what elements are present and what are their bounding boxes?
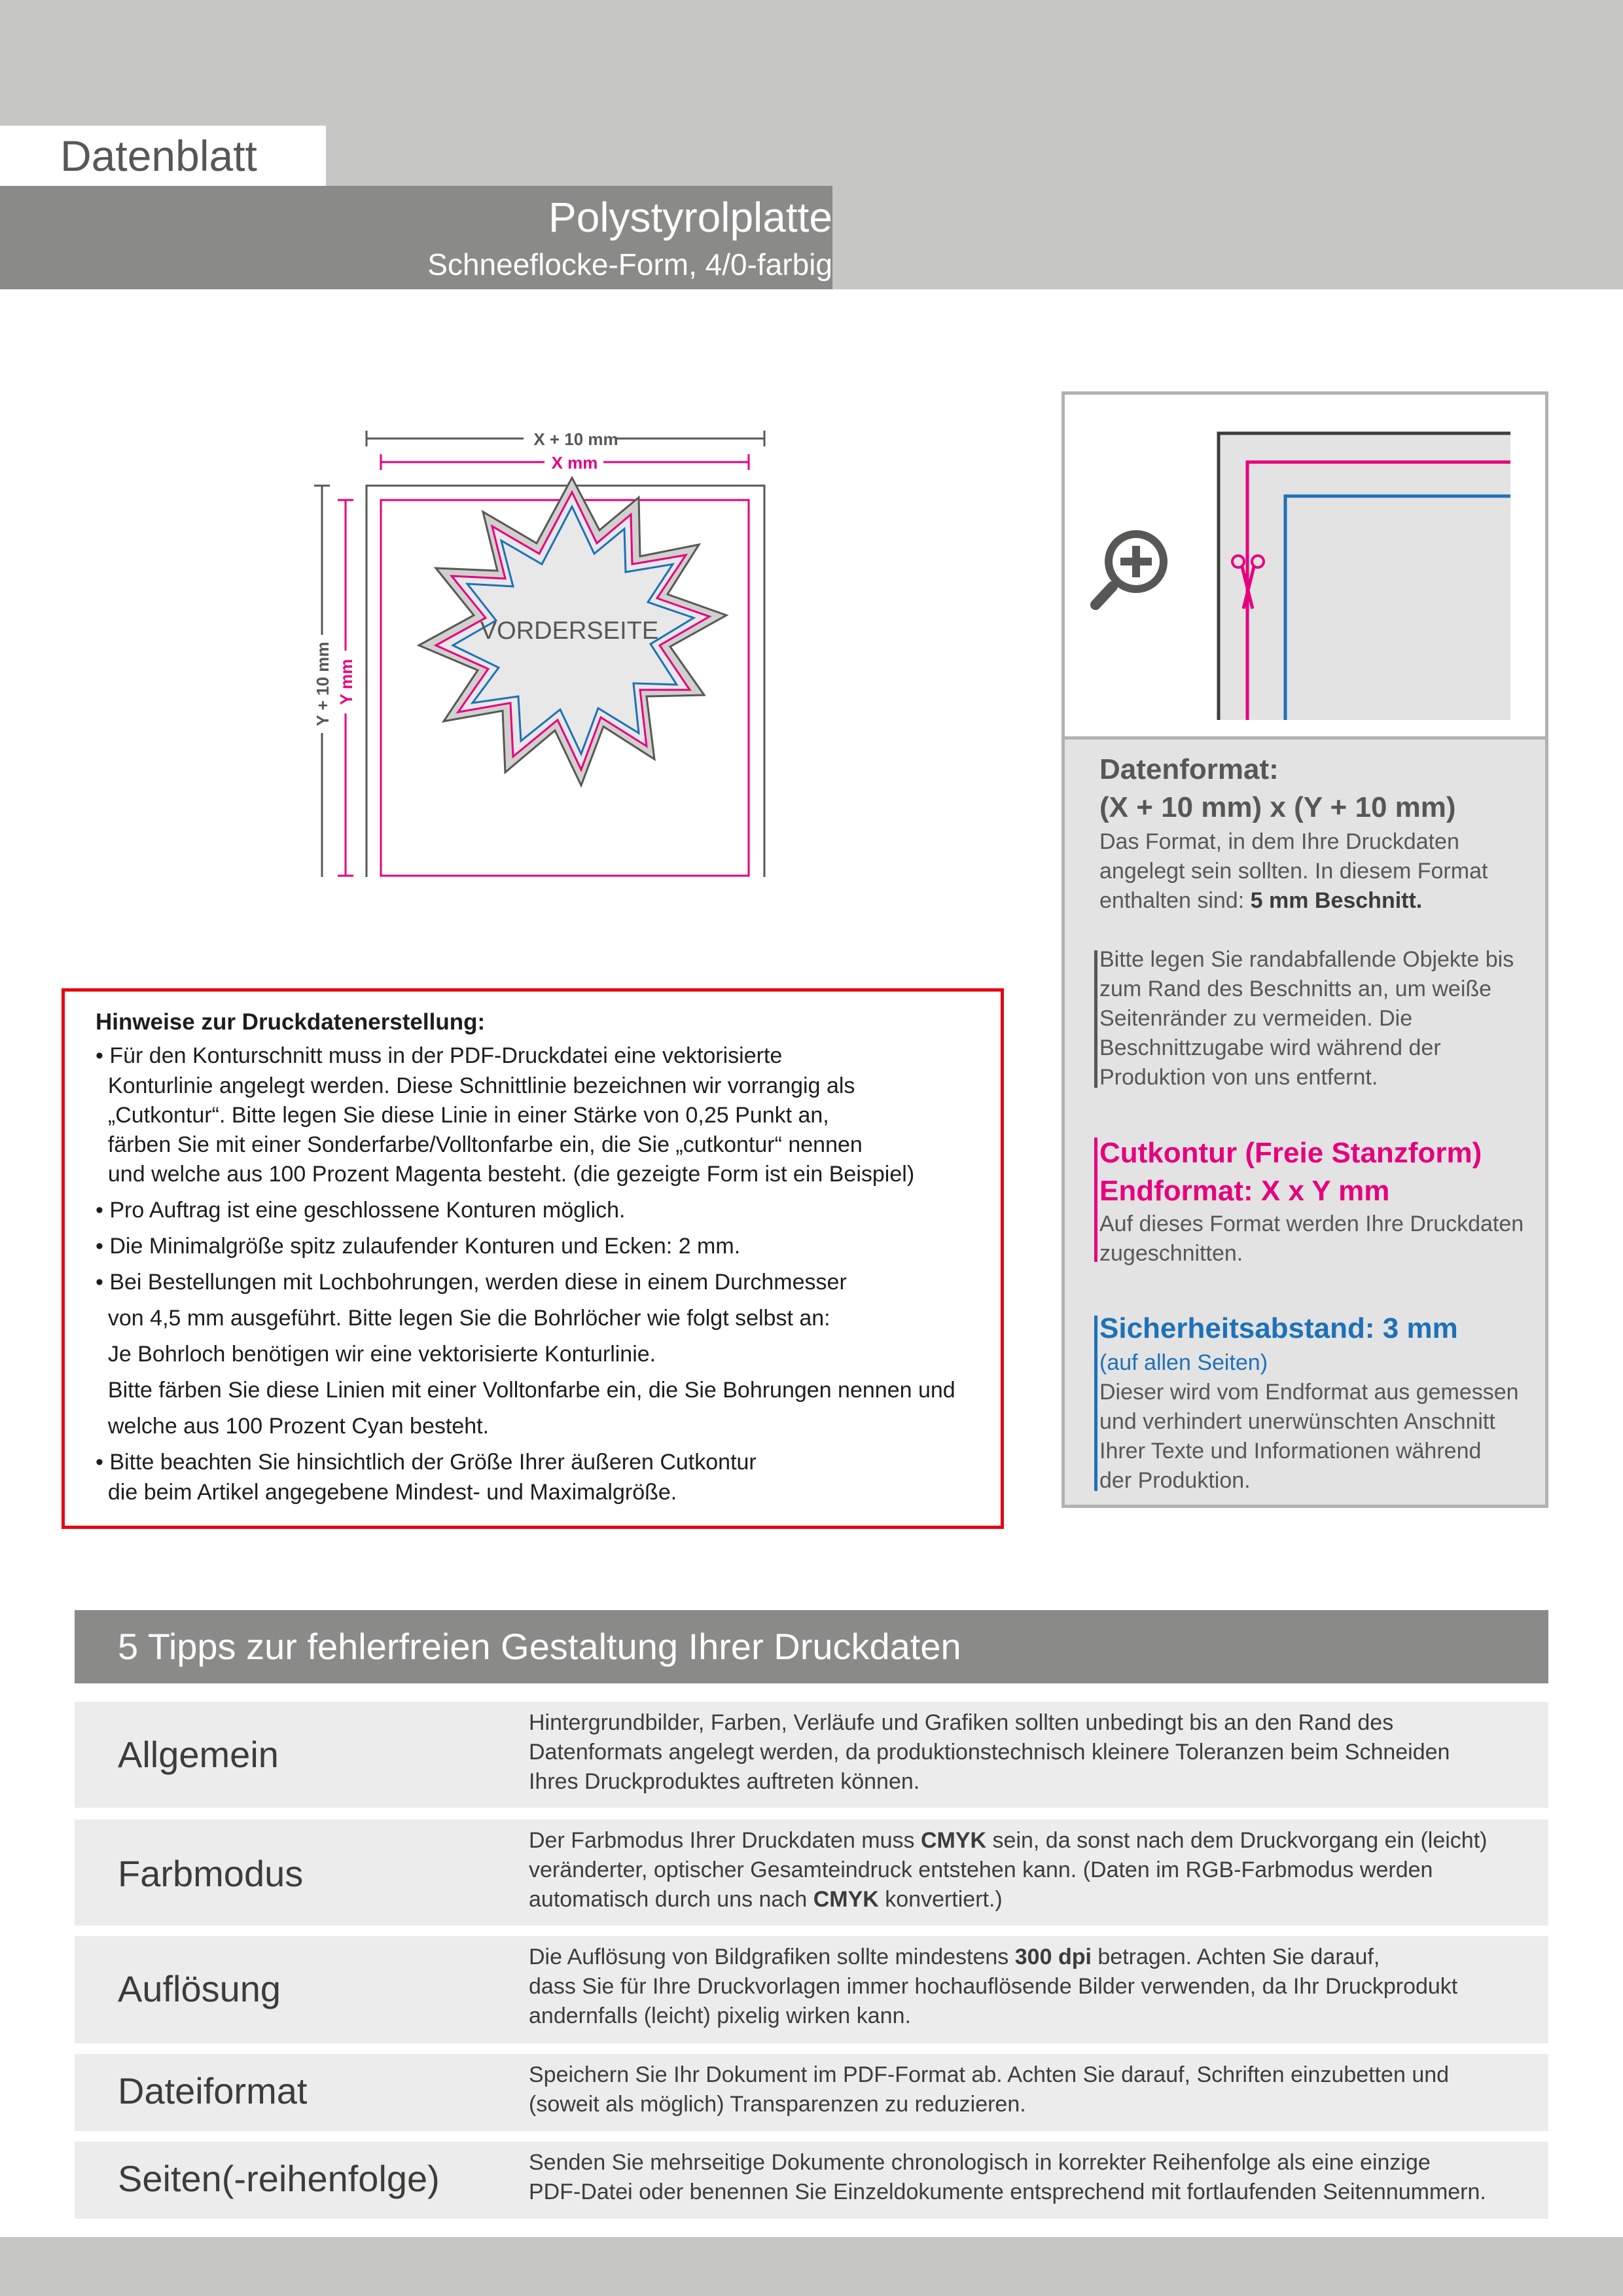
tip-text: Der Farbmodus Ihrer Druckdaten muss CMYK sein, da sonst nach dem Druckvorgang ein (leicht) — [529, 1828, 1488, 1853]
tip-label: Auflösung — [118, 1968, 281, 2009]
hint-line: welche aus 100 Prozent Cyan besteht. — [96, 1414, 490, 1439]
tip-text: Senden Sie mehrseitige Dokumente chronologisch in korrekter Reihenfolge als eine einzige — [529, 2150, 1431, 2175]
hint-line: • Bitte beachten Sie hinsichtlich der Größe Ihrer äußeren Cutkontur — [96, 1450, 757, 1475]
bleed-amount: 5 mm Beschnitt. — [1250, 888, 1423, 913]
tips-title: 5 Tipps zur fehlerfreien Gestaltung Ihrer Druckdaten — [118, 1626, 961, 1667]
safety-text: Ihrer Texte und Informationen während — [1099, 1439, 1482, 1463]
data-format-formula: (X + 10 mm) x (Y + 10 mm) — [1099, 791, 1456, 823]
front-side-label: VORDERSEITE — [480, 617, 659, 645]
bleed-text: Produktion von uns entfernt. — [1099, 1065, 1378, 1090]
footer-band — [0, 2237, 1623, 2296]
hint-line: Bitte färben Sie diese Linien mit einer Volltonfarbe ein, die Sie Bohrungen nennen und — [96, 1378, 955, 1403]
tip-text: Speichern Sie Ihr Dokument im PDF-Format ab. Achten Sie darauf, Schriften einzubetten und — [529, 2062, 1450, 2087]
tip-label: Allgemein — [118, 1734, 279, 1775]
tip-text: andernfalls (leicht) pixelig wirken kann. — [529, 2003, 911, 2028]
bleed-text: Seitenränder zu vermeiden. Die — [1099, 1006, 1413, 1031]
tip-text: Ihres Druckproduktes auftreten können. — [529, 1769, 920, 1794]
cut-accent-bar — [1094, 1138, 1097, 1262]
tip-text: Hintergrundbilder, Farben, Verläufe und Grafiken sollten unbedingt bis an den Rand des — [529, 1710, 1394, 1735]
tip-label: Seiten(-reihenfolge) — [118, 2158, 440, 2199]
cut-contour-heading: Cutkontur (Freie Stanzform) — [1099, 1137, 1482, 1169]
hint-line: färben Sie mit einer Sonderfarbe/Volltonfarbe ein, die Sie „cutkontur“ nennen — [96, 1132, 863, 1157]
bleed-text: Bitte legen Sie randabfallende Objekte bis — [1099, 947, 1514, 972]
product-subtitle: Schneeflocke-Form, 4/0-farbig — [427, 247, 832, 281]
zoom-in-icon[interactable] — [1086, 524, 1171, 615]
tip-text: veränderter, optischer Gesamteindruck entstehen kann. (Daten im RGB-Farbmodus werden — [529, 1857, 1433, 1882]
end-format-text: zugeschnitten. — [1099, 1241, 1243, 1266]
hint-line: die beim Artikel angegebene Mindest- und Maximalgröße. — [96, 1480, 677, 1505]
hint-line: • Die Minimalgröße spitz zulaufender Konturen und Ecken: 2 mm. — [96, 1234, 741, 1259]
height-inner-label: Y mm — [336, 658, 356, 706]
tip-label: Farbmodus — [118, 1853, 304, 1894]
snowflake-format-diagram — [308, 419, 805, 877]
hint-line: • Bei Bestellungen mit Lochbohrungen, werden diese in einem Durchmesser — [96, 1270, 847, 1295]
tip-text: Die Auflösung von Bildgrafiken sollte mindestens 300 dpi betragen. Achten Sie darauf, — [529, 1945, 1380, 1969]
hint-line: Je Bohrloch benötigen wir eine vektorisierte Konturlinie. — [96, 1342, 656, 1367]
end-format-heading: Endformat: X x Y mm — [1099, 1175, 1390, 1207]
end-format-text: Auf dieses Format werden Ihre Druckdaten — [1099, 1211, 1524, 1236]
bleed-text: zum Rand des Beschnitts an, um weiße — [1099, 977, 1492, 1001]
hint-line: • Für den Konturschnitt muss in der PDF-Druckdatei eine vektorisierte — [96, 1043, 783, 1068]
tip-text: Datenformats angelegt werden, da produktionstechnisch kleinere Toleranzen beim Schneiden — [529, 1740, 1450, 1765]
safety-margin-heading: Sicherheitsabstand: 3 mm — [1099, 1312, 1458, 1344]
hint-line: und welche aus 100 Prozent Magenta besteht. (die gezeigte Form ist ein Beispiel) — [96, 1162, 915, 1187]
tip-text: PDF-Datei oder benennen Sie Einzeldokumente entsprechend mit fortlaufenden Seitennummern. — [529, 2179, 1486, 2204]
data-format-text: Das Format, in dem Ihre Druckdaten — [1099, 829, 1459, 854]
data-format-heading: Datenformat: — [1099, 753, 1279, 785]
data-format-text: angelegt sein sollten. In diesem Format — [1099, 859, 1488, 884]
width-inner-label: X mm — [551, 453, 598, 473]
height-outer-label: Y + 10 mm — [313, 641, 332, 726]
hint-line: von 4,5 mm ausgeführt. Bitte legen Sie die Bohrlöcher wie folgt selbst an: — [96, 1306, 830, 1331]
corner-zoom-illustration — [1209, 425, 1510, 720]
product-title: Polystyrolplatte — [548, 194, 832, 241]
safety-text: und verhindert unerwünschten Anschnitt — [1099, 1409, 1495, 1434]
data-format-text: enthalten sind: 5 mm Beschnitt. — [1099, 888, 1423, 913]
safety-margin-sub: (auf allen Seiten) — [1099, 1350, 1268, 1375]
hints-heading: Hinweise zur Druckdatenerstellung: — [96, 1009, 486, 1035]
safety-accent-bar — [1094, 1316, 1097, 1491]
safety-text: der Produktion. — [1099, 1468, 1251, 1493]
doc-type-label: Datenblatt — [60, 132, 257, 180]
tip-text: automatisch durch uns nach CMYK konvertiert.) — [529, 1887, 1003, 1912]
tip-text: dass Sie für Ihre Druckvorlagen immer hochauflösende Bilder verwenden, da Ihr Druckprodukt — [529, 1974, 1458, 1999]
tip-text: (soweit als möglich) Transparenzen zu reduzieren. — [529, 2092, 1026, 2117]
bleed-text: Beschnittzugabe wird während der — [1099, 1035, 1441, 1060]
hint-line: Konturlinie angelegt werden. Diese Schnittlinie bezeichnen wir vorrangig als — [96, 1073, 855, 1098]
hint-line: • Pro Auftrag ist eine geschlossene Konturen möglich. — [96, 1198, 626, 1223]
hint-line: „Cutkontur“. Bitte legen Sie diese Linie in einer Stärke von 0,25 Punkt an, — [96, 1103, 829, 1128]
safety-text: Dieser wird vom Endformat aus gemessen — [1099, 1380, 1519, 1405]
width-outer-label: X + 10 mm — [533, 429, 618, 449]
tip-label: Dateiformat — [118, 2070, 308, 2111]
bleed-accent-bar — [1094, 950, 1097, 1088]
